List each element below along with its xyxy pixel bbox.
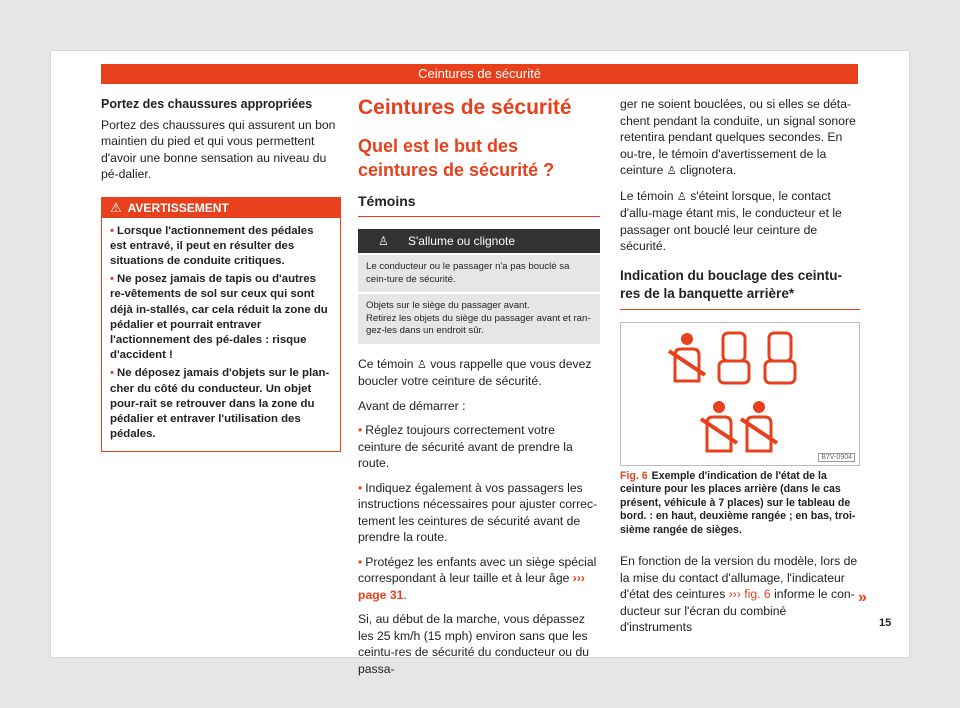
bullet-icon: • (110, 367, 114, 380)
seatbelt-status-diagram (621, 323, 859, 465)
section-title: Quel est le but des ceintures de sécurité ? (358, 136, 555, 180)
bullet-text: Réglez toujours correctement votre ceinture de sécurité avant de prendre la route. (358, 423, 573, 470)
text-span: vous rappelle que vous devez boucler votre ceinture de sécurité. (358, 356, 592, 388)
bullet-icon: • (358, 480, 363, 495)
column-right (620, 96, 860, 644)
bullet-icon: • (358, 554, 363, 569)
text-span: En fonction de la version du modèle, lors de la mise du contact d'allumage, l'indicateur d'état des ceintures (620, 554, 858, 601)
warning-triangle-icon: ⚠ (110, 199, 122, 215)
bullet-item: • Protégez les enfants avec un siège spécial correspondant à leur taille et à leur âge ››› page 31. (358, 554, 597, 602)
empty-seat-icon (765, 333, 795, 383)
warning-box (101, 197, 341, 453)
page-header: Ceintures de sécurité (101, 64, 858, 84)
table-row: Le conducteur ou le passager n'a pas bouclé sa cein-ture de sécurité. (358, 255, 600, 292)
table-header-label: S'allume ou clignote (408, 234, 516, 248)
seat-grid (669, 333, 795, 451)
reminder-paragraph (358, 356, 600, 390)
figure-caption (620, 470, 860, 538)
bullet-item (358, 480, 600, 546)
seatbelt-icon (669, 333, 705, 381)
bullet-text: Indiquez également à vos passagers les instructions nécessaires pour ajuster correc-tement les ceintures de sécurité avant de prendre la route. (358, 480, 598, 544)
before-start-paragraph: Avant de démarrer : (358, 398, 466, 413)
warning-item (110, 366, 332, 442)
table-header (358, 229, 600, 253)
warning-item-text: Ne posez jamais de tapis ou d'autres re-vêtements de sol sur ceux qui sont déjà in-stallés, car cela réduit la zone du pédalier et pourrait entraver l'actionnement des pé-dales : risque d'accident ! (110, 273, 328, 362)
seatbelt-icon: ♙ (666, 165, 677, 177)
seatbelt-icon (741, 401, 777, 451)
column-left (101, 96, 341, 452)
figure-code: B7V-0904 (818, 453, 855, 462)
chapter-title: Ceintures de sécurité (358, 96, 572, 119)
text-span: s'éteint lorsque, le contact d'allu-mage étant mis, le conducteur et le passager ont bouclé leur ceinture de sécurité. (620, 188, 842, 253)
warning-item-text: Ne déposez jamais d'objets sur le plan-cher du côté du conducteur. Un objet pour-rait se retrouver dans la zone du pédalier et entraver l'utilisation des pédales. (110, 367, 330, 441)
bullet-item (358, 422, 600, 472)
caption-text: Exemple d'indication de l'état de la ceinture pour les places arrière (dans le cas présent, véhicule à 7 places) sur le tableau de bord. : en haut, deuxième rangée ; en bas, troi-sième rangée de sièges. (620, 469, 856, 536)
text-span: ger ne soient bouclées, ou si elles se déta-chent pendant la conduite, un signal sonore retentira pendant quelques secondes. En ou-tre, le témoin d'avertissement de la ceinture (620, 97, 856, 177)
indicator-table (358, 229, 600, 344)
text-span: informe le con-ducteur sur l'écran du combiné d'instruments (620, 587, 855, 634)
empty-seat-icon (719, 333, 749, 383)
speed-paragraph: Si, au début de la marche, vous dépassez les 25 km/h (15 mph) environ sans que les ceintu-res de sécurité du conducteur ou du passa- (358, 612, 590, 676)
subsection-rear-belt: Indication du bouclage des ceintu-res de la banquette arrière* (620, 267, 860, 310)
table-row: Objets sur le siège du passager avant. Retirez les objets du siège du passager avant et ran-gez-les dans un endroit sûr. (358, 294, 600, 344)
warning-item (110, 224, 332, 270)
bullet-icon: • (110, 273, 114, 286)
seatbelt-icon: ♙ (416, 358, 427, 371)
seatbelt-icon: ♙ (378, 234, 389, 248)
page-number: 15 (879, 617, 892, 629)
subsection-temoins: Témoins (358, 192, 600, 217)
figure-seatbelt-display (620, 322, 860, 466)
off-paragraph (620, 188, 860, 255)
column-middle (358, 96, 600, 685)
text-span: Le témoin (620, 188, 674, 203)
bullet-text: Protégez les enfants avec un siège spécial correspondant à leur taille et à leur âge (358, 554, 597, 585)
warning-item (110, 272, 332, 363)
page-link[interactable]: ››› page 31 (358, 571, 585, 602)
bullet-icon: • (110, 224, 114, 237)
warning-title: AVERTISSEMENT (127, 200, 229, 215)
figure-label: Fig. 6 (620, 469, 648, 482)
continue-arrow-icon: » (858, 589, 867, 606)
text-span: clignotera. (680, 163, 737, 177)
warning-body (102, 218, 340, 452)
seatbelt-icon (701, 401, 737, 451)
shoes-paragraph: Portez des chaussures qui assurent un bon maintien du pied et qui vous permettent d'avoir une bonne sensation au niveau du pé-dalier. (101, 117, 336, 181)
bullet-icon: • (358, 423, 363, 437)
seatbelt-icon: ♙ (676, 190, 687, 203)
warning-header (102, 198, 340, 218)
warning-item-text: Lorsque l'actionnement des pédales est entravé, il peut en résulter des situations de conduite critiques. (110, 224, 314, 267)
figure-link[interactable]: ››› fig. 6 (728, 587, 771, 601)
indicator-paragraph (620, 553, 860, 636)
signal-paragraph (620, 96, 860, 180)
heading-shoes: Portez des chaussures appropriées (101, 97, 313, 111)
text-span: Ce témoin (358, 356, 414, 371)
